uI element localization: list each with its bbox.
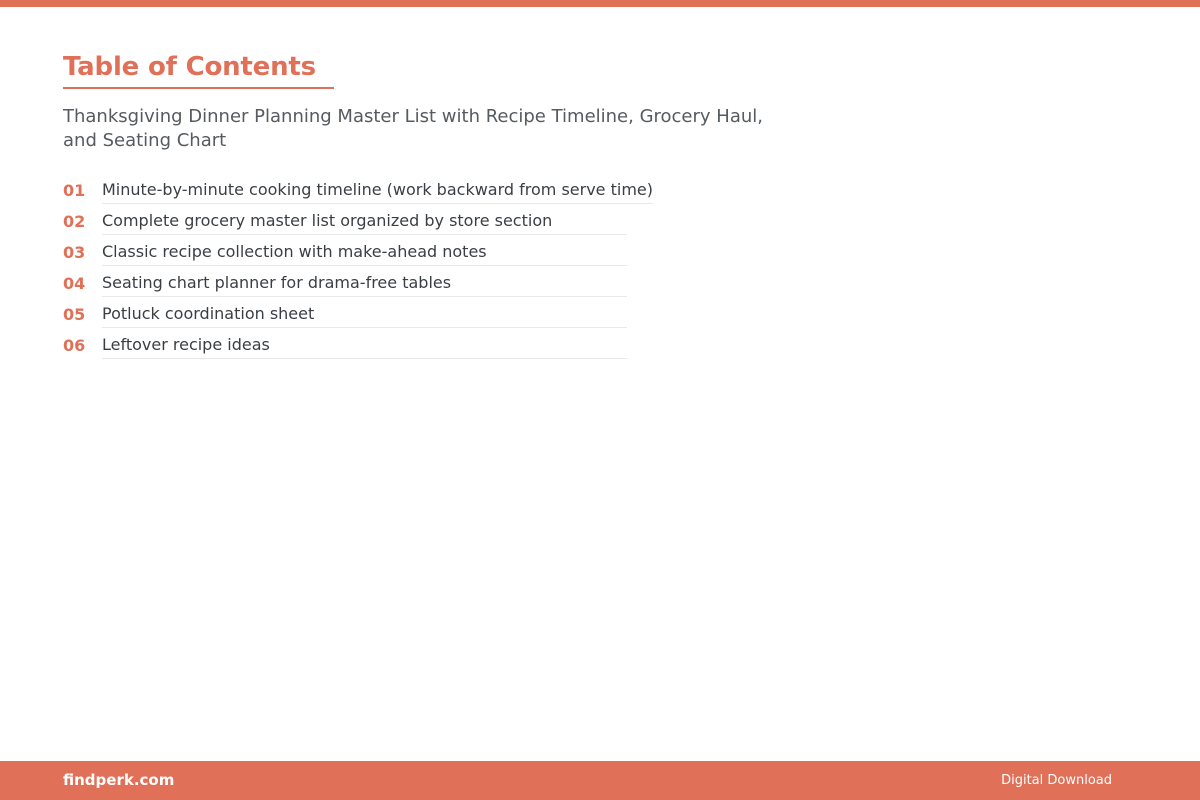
- toc-item-number: 01: [63, 181, 86, 200]
- document-subtitle: Thanksgiving Dinner Planning Master List with Recipe Timeline, Grocery Haul, and Seating Chart: [63, 106, 763, 151]
- toc-item-label: Complete grocery master list organized by store section: [102, 210, 627, 235]
- toc-item-number: 04: [63, 274, 86, 293]
- toc-item-number: 03: [63, 243, 86, 262]
- toc-item: [63, 328, 627, 359]
- toc-item-label: Minute-by-minute cooking timeline (work backward from serve time): [102, 179, 653, 204]
- toc-item-number: 02: [63, 212, 86, 231]
- top-accent-bar: [0, 0, 1200, 7]
- toc-item: [63, 266, 627, 297]
- page-title: Table of Contents: [63, 50, 334, 89]
- footer-brand: findperk.com: [63, 771, 175, 789]
- toc-item-label: Seating chart planner for drama-free tables: [102, 272, 627, 297]
- toc-item-number: 06: [63, 336, 86, 355]
- toc-item: [63, 297, 627, 328]
- toc-item-label: Classic recipe collection with make-ahead notes: [102, 241, 627, 266]
- toc-item: [63, 204, 627, 235]
- toc-item: [63, 235, 627, 266]
- footer-bar: [0, 761, 1200, 800]
- toc-list: [63, 173, 653, 359]
- footer-label: Digital Download: [1001, 773, 1112, 788]
- main-content: [63, 50, 823, 359]
- toc-item-number: 05: [63, 305, 86, 324]
- toc-item-label: Potluck coordination sheet: [102, 303, 627, 328]
- toc-item-label: Leftover recipe ideas: [102, 334, 627, 359]
- toc-item: [63, 173, 653, 204]
